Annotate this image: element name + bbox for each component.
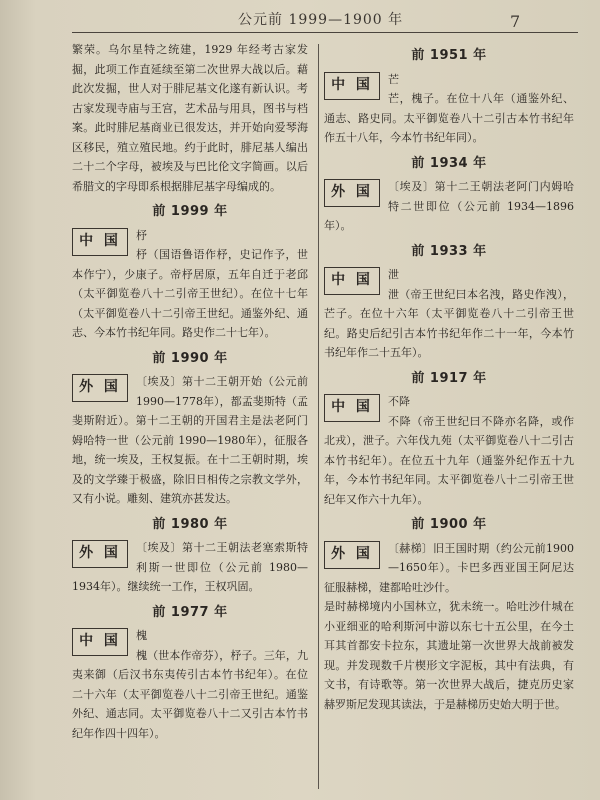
region-badge: 外 国 (72, 374, 128, 402)
year-heading: 前 1999 年 (152, 204, 228, 219)
year-heading: 前 1977 年 (152, 604, 228, 620)
year-heading: 前 1933 年 (411, 243, 487, 259)
entry-body: 是时赫梯境内小国林立，犹未统一。哈吐沙什城在小亚细亚的哈利斯河中游以东七十五公里，在今土耳其首都安卡拉东，其遗址第一次世界大战前被发现。并发现数千片楔形文字泥板，其中有法典，有文书，有诗歌等。第一次世界大战后，捷克历史家赫罗斯尼发现其读法，于是赫梯历史始大明于世。 (324, 600, 574, 711)
entry-heading: 泄 (388, 268, 399, 281)
region-badge: 中 国 (324, 394, 380, 422)
chronicle-entry (72, 538, 308, 597)
year-heading: 前 1900 年 (411, 517, 487, 532)
column-divider (318, 44, 319, 789)
year-heading: 前 1951 年 (411, 48, 487, 63)
chronicle-entry (324, 265, 574, 363)
intro-paragraph: 繁荣。乌尔星特之统建，1929 年经考古家发掘，此项工作直延续至第二次世界大战以后。藉此次发掘，世人对于腓尼基文化遂有新认识。考古家发现寺庙与王宫，艺术品与用具，图书与档案。此时腓尼基商业已很发达，并开始向爱琴海区移民，殖立殖民地。约于此时，腓尼基人编出二十二个字母，被埃及与巴比伦文字简画。以后希腊文的字母即系根据腓尼基字母编成的。 (72, 43, 308, 193)
entry-body: 〔埃及〕第十二王朝开始（公元前 1990—1778年），都孟斐斯特（孟斐斯附近）。第十二王朝的开国君主是法老阿门姆哈特一世（公元前 1990—1980年），征服各地，统一埃及，王权复振。在十二王朝时期，埃及的文学臻于极盛，除旧日相传之宗教文学外，又有小说。雕刻、建筑亦甚发达。 (72, 375, 308, 505)
header-rule (72, 32, 578, 33)
chronicle-entry (324, 392, 574, 509)
year-heading: 前 1934 年 (411, 155, 487, 171)
chronicle-entry (324, 177, 574, 236)
entry-body: 泄（帝王世纪曰本名洩，路史作洩），芒子。在位十六年（太平御览卷八十二引帝王世纪。路史后纪引古本竹书纪年作二十一年，今本竹书纪年作二十五年）。 (324, 287, 574, 359)
chronicle-entry (324, 70, 574, 148)
entry-body: 〔埃及〕第十二王朝法老阿门内姆哈特二世即位（公元前 1934—1896年）。 (324, 180, 574, 232)
entry-heading: 槐 (136, 629, 147, 642)
entry-heading: 芒 (388, 72, 399, 86)
entry-body: 杼（国语鲁语作杼，史记作予，世本作宁），少康子。帝杼居原，五年自迁于老邱（太平御览卷八十二引帝王世纪）。在位十七年（太平御览卷八十二引帝王世纪。通鉴外纪、通志、今本竹书纪年同。路史作二十七年）。 (72, 248, 308, 339)
year-heading: 前 1917 年 (411, 370, 487, 386)
entry-body: 不降（帝王世纪曰不降亦名降，或作北戎），泄子。六年伐九苑（太平御览卷八十二引古本竹书纪年）。在位五十九年（通鉴外纪作五十九年，今本竹书纪年同。太平御览卷八十二引帝王世纪年又作六十九年）。 (324, 414, 574, 506)
running-head (0, 0, 600, 34)
entry-heading: 不降 (388, 395, 410, 408)
chronicle-entry (72, 226, 308, 343)
region-badge: 外 国 (72, 540, 128, 568)
region-badge: 中 国 (324, 72, 380, 100)
chronicle-entry (72, 626, 308, 743)
entry-body: 槐（世本作帝芬），杼子。三年，九夷来御（后汉书东夷传引古本竹书纪年）。在位二十六年（太平御览卷八十二引帝王世纪。通鉴外纪、通志同。太平御览卷八十二又引古本竹书纪年作四十四年）。 (72, 648, 308, 740)
entry-body: 芒，槐子。在位十八年（通鉴外纪、通志、路史同。太平御览卷八十二引古本竹书纪年作五十八年，今本竹书纪年同）。 (324, 92, 574, 144)
left-column (72, 40, 308, 743)
chronicle-entry (72, 372, 308, 509)
entry-heading: 〔赫梯〕旧王国时期（约公元前1900—1650年）。卡巴多西亚国王阿尼达征服赫梯，建都哈吐沙什。 (324, 541, 574, 594)
region-badge: 中 国 (72, 228, 128, 256)
page-number: 7 (510, 12, 521, 31)
running-title: 公元前 1999—1900 年 (238, 12, 404, 28)
entry-heading: 杼 (136, 228, 147, 242)
region-badge: 外 国 (324, 541, 380, 569)
region-badge: 中 国 (72, 628, 128, 656)
region-badge: 外 国 (324, 179, 380, 207)
year-heading: 前 1990 年 (152, 350, 228, 366)
year-heading: 前 1980 年 (152, 516, 228, 532)
chronicle-entry (324, 539, 574, 715)
right-column (324, 40, 574, 714)
entry-body: 〔埃及〕第十二王朝法老塞索斯特利斯一世即位（公元前 1980—1934年）。继续统一工作，王权巩固。 (72, 541, 308, 593)
region-badge: 中 国 (324, 267, 380, 295)
